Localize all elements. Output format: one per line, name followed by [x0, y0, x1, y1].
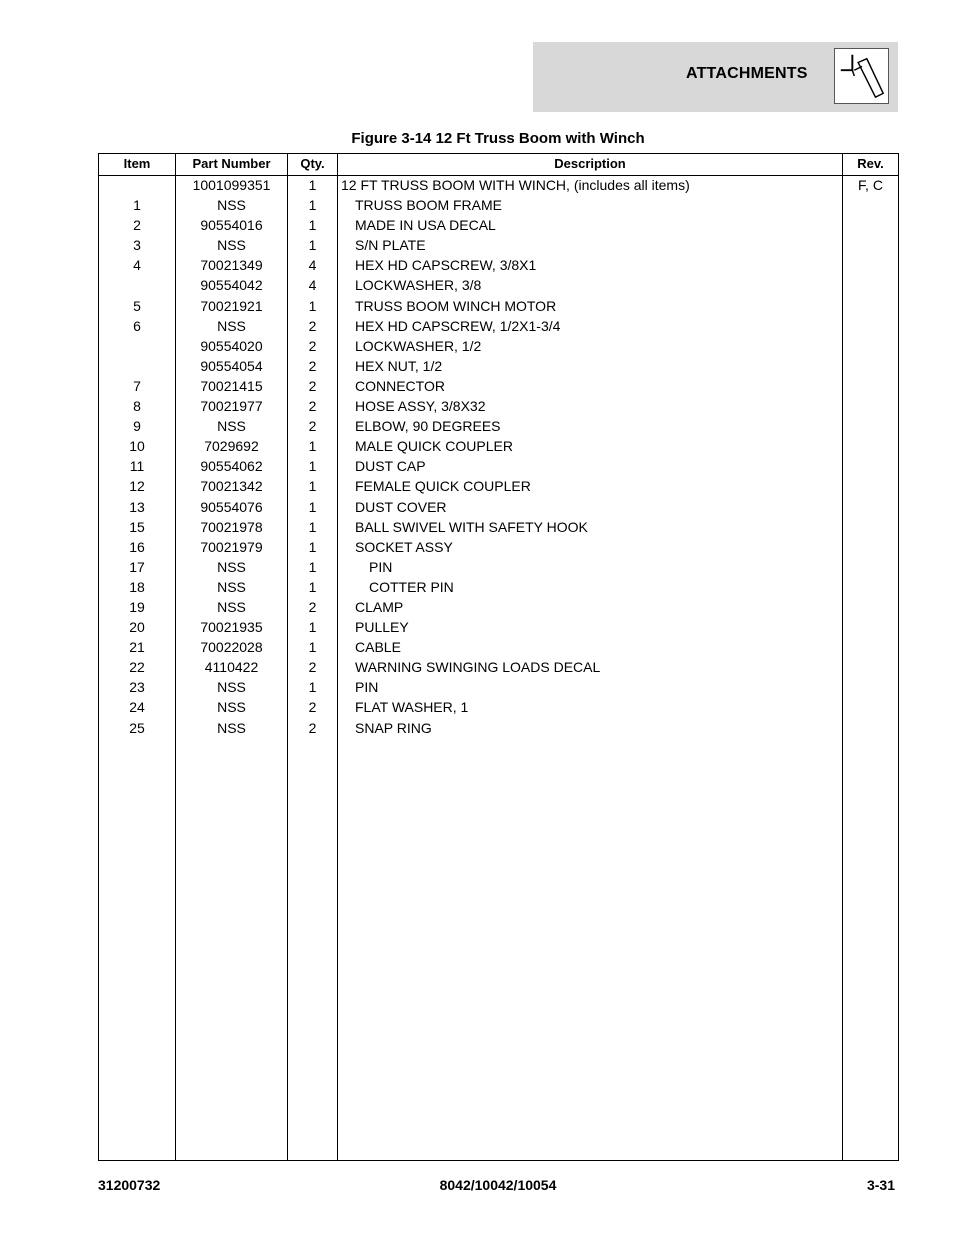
qty-cell: 2 [308, 598, 317, 615]
table-row [99, 678, 898, 698]
part-number-cell: NSS [217, 598, 246, 615]
table-body [99, 176, 898, 739]
description-cell: PIN [369, 558, 393, 575]
item-cell: 16 [129, 538, 145, 555]
item-cell: 22 [129, 659, 145, 676]
qty-cell: 2 [308, 418, 317, 435]
qty-cell: 2 [308, 337, 317, 354]
part-number-cell: 90554062 [200, 458, 263, 475]
description-cell: CLAMP [355, 598, 404, 615]
part-number-cell: 4110422 [204, 659, 259, 676]
section-title: ATTACHMENTS [686, 65, 808, 82]
column-header-rev: Rev. [857, 156, 884, 171]
item-cell: 25 [129, 719, 145, 736]
part-number-cell: 70021415 [200, 377, 263, 394]
qty-cell: 1 [308, 498, 317, 515]
part-number-cell: 7029692 [204, 438, 259, 455]
qty-cell: 2 [308, 357, 317, 374]
table-row [99, 357, 898, 377]
description-cell: SOCKET ASSY [355, 538, 453, 555]
item-cell: 4 [133, 257, 141, 274]
description-cell: BALL SWIVEL WITH SAFETY HOOK [355, 518, 588, 535]
table-row [99, 477, 898, 497]
qty-cell: 1 [308, 297, 317, 314]
qty-cell: 1 [308, 619, 317, 636]
qty-cell: 1 [308, 478, 317, 495]
description-cell: LOCKWASHER, 1/2 [355, 337, 482, 354]
table-row [99, 658, 898, 678]
qty-cell: 1 [308, 558, 317, 575]
qty-cell: 1 [308, 438, 317, 455]
footer-model-numbers: 8042/10042/10054 [439, 1177, 557, 1193]
item-cell: 1 [133, 197, 141, 214]
part-number-cell: 70021979 [200, 538, 263, 555]
qty-cell: 2 [308, 659, 317, 676]
table-row [99, 638, 898, 658]
part-number-cell: 70021977 [200, 398, 263, 415]
part-number-cell: 90554020 [200, 337, 263, 354]
description-cell: ELBOW, 90 DEGREES [355, 418, 501, 435]
item-cell: 6 [133, 317, 141, 334]
qty-cell: 1 [308, 217, 317, 234]
part-number-cell: NSS [217, 558, 246, 575]
part-number-cell: NSS [217, 719, 246, 736]
description-cell: MALE QUICK COUPLER [355, 438, 513, 455]
part-number-cell: NSS [217, 317, 246, 334]
part-number-cell: 90554076 [200, 498, 263, 515]
item-cell: 15 [129, 518, 145, 535]
description-cell: HEX HD CAPSCREW, 3/8X1 [355, 257, 537, 274]
part-number-cell: NSS [217, 197, 246, 214]
item-cell: 5 [133, 297, 141, 314]
table-row [99, 317, 898, 337]
figure-title: Figure 3-14 12 Ft Truss Boom with Winch [351, 130, 645, 147]
item-cell: 11 [129, 458, 145, 475]
part-number-cell: NSS [217, 237, 246, 254]
description-cell: S/N PLATE [355, 237, 426, 254]
column-header-item: Item [123, 156, 151, 171]
table-row [99, 457, 898, 477]
item-cell: 9 [133, 418, 141, 435]
table-row [99, 578, 898, 598]
description-cell: TRUSS BOOM FRAME [355, 197, 503, 214]
description-cell: PIN [355, 679, 379, 696]
part-number-cell: 70022028 [200, 639, 263, 656]
item-cell: 17 [129, 558, 145, 575]
qty-cell: 1 [308, 197, 317, 214]
table-row [99, 698, 898, 718]
qty-cell: 1 [308, 538, 317, 555]
part-number-cell: 70021921 [200, 297, 263, 314]
description-cell: HOSE ASSY, 3/8X32 [355, 398, 486, 415]
description-cell: CONNECTOR [355, 377, 445, 394]
item-cell: 18 [129, 578, 145, 595]
description-cell: FEMALE QUICK COUPLER [355, 478, 531, 495]
part-number-cell: NSS [217, 578, 246, 595]
description-cell: FLAT WASHER, 1 [355, 699, 469, 716]
qty-cell: 1 [308, 578, 317, 595]
table-row [99, 558, 898, 578]
table-row [99, 176, 898, 196]
description-cell: DUST CAP [355, 458, 426, 475]
qty-cell: 1 [308, 679, 317, 696]
description-cell: TRUSS BOOM WINCH MOTOR [355, 297, 557, 314]
table-row [99, 196, 898, 216]
item-cell: 12 [129, 478, 145, 495]
rev-cell: F, C [858, 177, 883, 193]
item-cell: 19 [129, 598, 145, 615]
item-cell: 24 [129, 699, 145, 716]
table-row [99, 397, 898, 417]
table-row [99, 437, 898, 457]
column-header-qty: Qty. [300, 156, 325, 171]
table-row [99, 377, 898, 397]
column-header-part-number: Part Number [192, 156, 271, 171]
item-cell: 21 [129, 639, 145, 656]
description-cell: CABLE [355, 639, 401, 656]
table-row [99, 256, 898, 276]
qty-cell: 4 [308, 277, 317, 294]
item-cell: 8 [133, 398, 141, 415]
table-row [99, 337, 898, 357]
part-number-cell: 70021935 [200, 619, 263, 636]
footer-document-number: 31200732 [98, 1177, 161, 1193]
item-cell: 13 [129, 498, 145, 515]
description-cell: LOCKWASHER, 3/8 [355, 277, 482, 294]
table-row [99, 719, 898, 739]
qty-cell: 1 [308, 458, 317, 475]
table-row [99, 297, 898, 317]
description-cell: 12 FT TRUSS BOOM WITH WINCH, (includes all items) [341, 177, 690, 193]
parts-table [98, 153, 899, 1161]
qty-cell: 2 [308, 317, 317, 334]
part-number-cell: 70021342 [200, 478, 263, 495]
truss-boom-icon [834, 48, 889, 104]
part-number-cell: 1001099351 [192, 177, 271, 193]
item-cell: 2 [133, 217, 141, 234]
table-row [99, 518, 898, 538]
qty-cell: 4 [308, 257, 317, 274]
part-number-cell: 70021349 [200, 257, 263, 274]
part-number-cell: 70021978 [200, 518, 263, 535]
description-cell: DUST COVER [355, 498, 447, 515]
column-header-description: Description [554, 156, 626, 171]
part-number-cell: 90554042 [200, 277, 263, 294]
qty-cell: 1 [308, 177, 317, 193]
item-cell: 20 [129, 619, 145, 636]
table-row [99, 216, 898, 236]
footer-page-number: 3-31 [866, 1177, 895, 1193]
qty-cell: 2 [308, 719, 317, 736]
part-number-cell: 90554016 [200, 217, 263, 234]
description-cell: SNAP RING [355, 719, 432, 736]
item-cell: 3 [133, 237, 141, 254]
part-number-cell: NSS [217, 679, 246, 696]
table-row [99, 538, 898, 558]
qty-cell: 1 [308, 518, 317, 535]
table-row [99, 276, 898, 296]
description-cell: WARNING SWINGING LOADS DECAL [355, 659, 601, 676]
part-number-cell: NSS [217, 418, 246, 435]
qty-cell: 1 [308, 237, 317, 254]
item-cell: 10 [129, 438, 145, 455]
description-cell: COTTER PIN [369, 578, 454, 595]
qty-cell: 2 [308, 377, 317, 394]
qty-cell: 2 [308, 699, 317, 716]
table-row [99, 417, 898, 437]
table-row [99, 598, 898, 618]
description-cell: HEX NUT, 1/2 [355, 357, 443, 374]
table-row [99, 618, 898, 638]
description-cell: MADE IN USA DECAL [355, 217, 496, 234]
item-cell: 23 [129, 679, 145, 696]
description-cell: HEX HD CAPSCREW, 1/2X1-3/4 [355, 317, 561, 334]
description-cell: PULLEY [355, 619, 409, 636]
qty-cell: 1 [308, 639, 317, 656]
part-number-cell: NSS [217, 699, 246, 716]
part-number-cell: 90554054 [200, 357, 263, 374]
table-row [99, 498, 898, 518]
qty-cell: 2 [308, 398, 317, 415]
item-cell: 7 [133, 377, 141, 394]
table-row [99, 236, 898, 256]
